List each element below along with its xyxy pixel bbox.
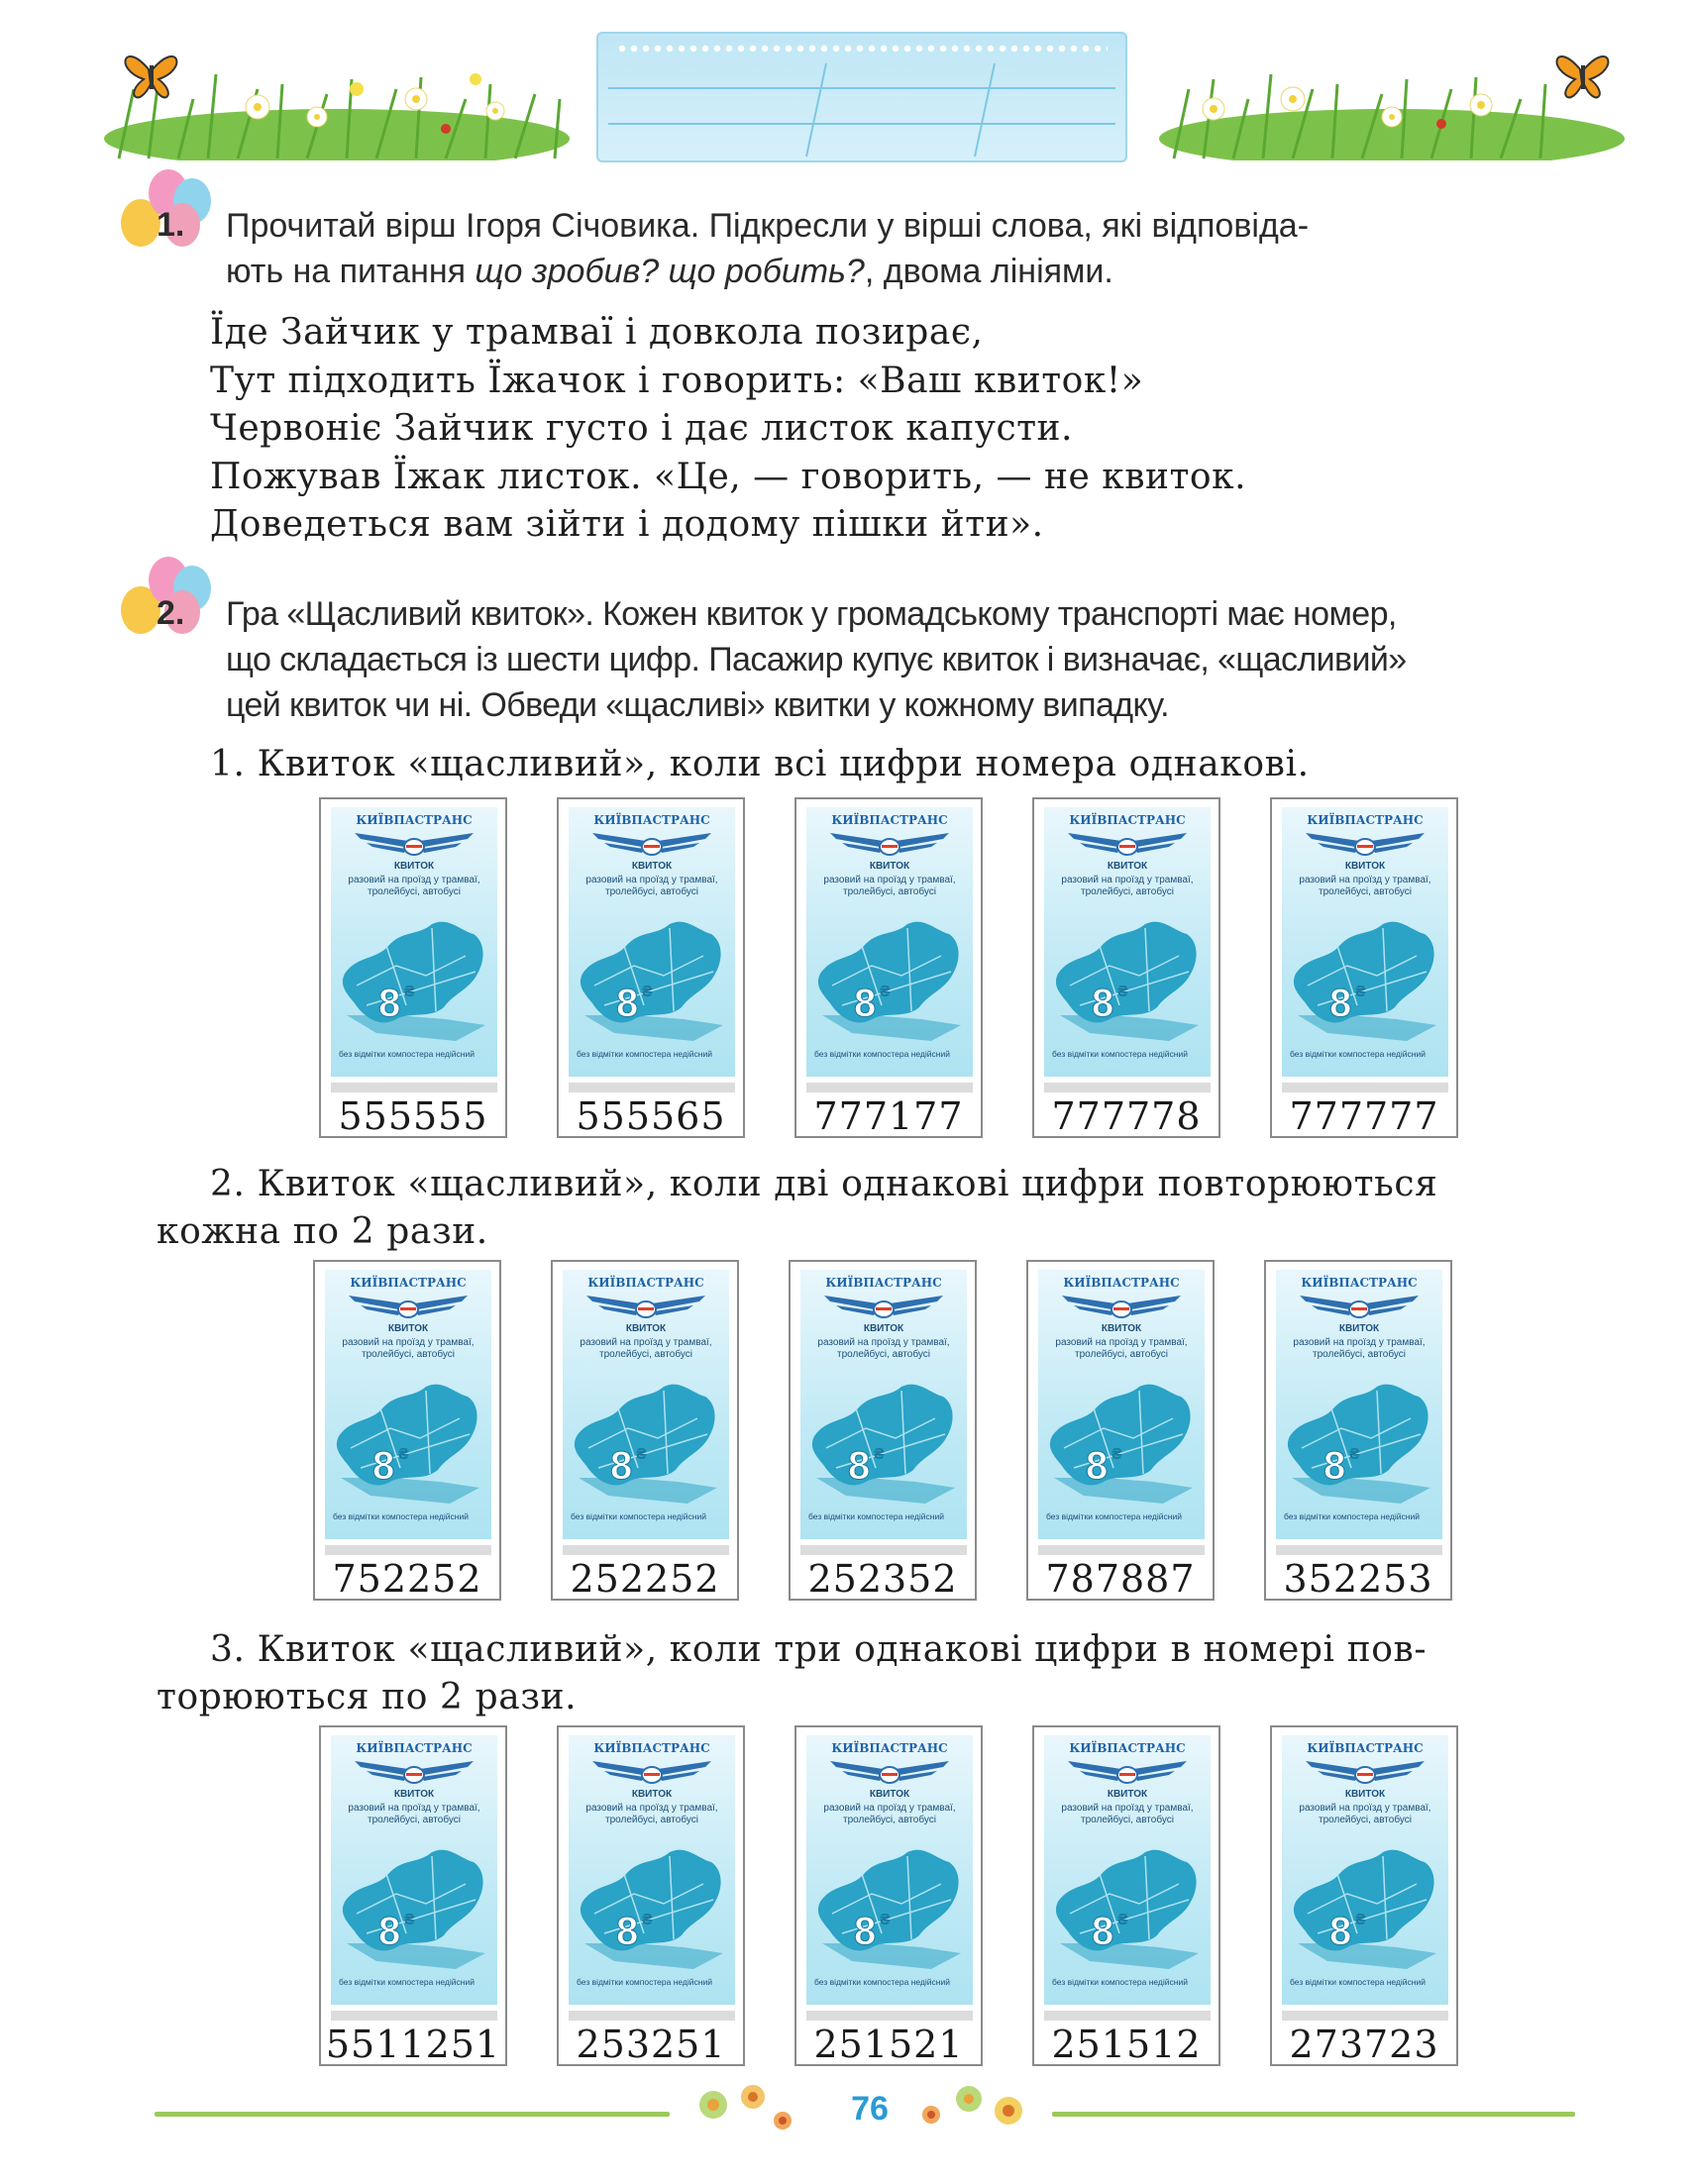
ticket-price: 8: [616, 1910, 639, 1953]
currency-icon: ₴: [398, 1446, 409, 1463]
ticket-face: [563, 1270, 729, 1539]
ticket-brand: КИЇВПАСТРАНС: [1301, 1276, 1418, 1290]
ticket-description: разовий на проїзд у трамваї, тролейбусі, автобусі: [585, 1803, 718, 1825]
ticket[interactable]: [1270, 797, 1458, 1138]
ticket-face: [806, 807, 973, 1077]
ticket-stamp-strip: [1282, 2011, 1448, 2021]
city-map-icon: [1044, 1379, 1199, 1508]
ticket-note: без відмітки компостера недійсний: [577, 1977, 712, 1987]
ticket[interactable]: [319, 797, 507, 1138]
ticket-number: 777777: [1289, 1094, 1439, 1138]
ticket-brand: КИЇВПАСТРАНС: [1069, 813, 1186, 827]
ticket-price: 8: [616, 982, 639, 1025]
ticket-stamp-strip: [1044, 2011, 1211, 2021]
ticket-description: разовий на проїзд у трамваї, тролейбусі, автобусі: [823, 875, 956, 897]
ticket-title: КВИТОК: [1338, 1323, 1380, 1334]
ticket-number: 251521: [813, 2023, 964, 2066]
footer-line-left: [155, 2112, 670, 2117]
ticket-stamp-strip: [800, 1545, 967, 1555]
ticket-number: 252252: [570, 1557, 720, 1601]
currency-icon: ₴: [642, 1912, 653, 1928]
city-map-icon: [1050, 1844, 1205, 1973]
ticket-number: 555565: [576, 1094, 726, 1138]
ticket-price: 8: [1329, 982, 1352, 1025]
ticket-brand: КИЇВПАСТРАНС: [1307, 1741, 1424, 1755]
ticket-description: разовий на проїзд у трамваї, тролейбусі, автобусі: [823, 1803, 956, 1825]
header-grass-right: [1154, 30, 1630, 160]
ticket-title: КВИТОК: [393, 1789, 435, 1800]
currency-icon: ₴: [1355, 984, 1366, 1000]
wings-logo-icon: [828, 1757, 951, 1787]
poem-line: Їде Зайчик у трамваї і довкола позирає,: [210, 312, 984, 353]
task1-instruction: Прочитай вірш Ігоря Січовика. Підкресли у вірші слова, які відповіда- ють на питання що зробив? що робить?, двома лініями.: [226, 207, 1310, 290]
ticket-face: [569, 1735, 735, 2005]
ticket-face: [569, 807, 735, 1077]
ticket-description: разовий на проїзд у трамваї, тролейбусі, автобусі: [348, 1803, 480, 1825]
ticket-brand: КИЇВПАСТРАНС: [356, 813, 473, 827]
ticket[interactable]: [1026, 1260, 1215, 1601]
ticket-number: 777177: [813, 1094, 964, 1138]
task1-number: 1.: [157, 206, 185, 244]
wings-logo-icon: [590, 829, 713, 859]
ticket-face: [1044, 1735, 1211, 2005]
ticket-description: разовий на проїзд у трамваї, тролейбусі, автобусі: [1299, 875, 1431, 897]
wings-logo-icon: [584, 1292, 707, 1321]
wings-logo-icon: [353, 1757, 476, 1787]
ticket[interactable]: [313, 1260, 501, 1601]
ticket-note: без відмітки компостера недійсний: [1284, 1511, 1420, 1521]
ticket-price: 8: [854, 1910, 877, 1953]
ticket-face: [1044, 807, 1211, 1077]
city-map-icon: [1282, 1379, 1436, 1508]
ticket-price: 8: [854, 982, 877, 1025]
poem-line: Червоніє Зайчик густо і дає листок капусти.: [210, 408, 1073, 449]
city-map-icon: [806, 1379, 961, 1508]
city-map-icon: [575, 916, 729, 1045]
ticket-brand: КИЇВПАСТРАНС: [1069, 1741, 1186, 1755]
ticket-stamp-strip: [331, 2011, 497, 2021]
ticket-brand: КИЇВПАСТРАНС: [593, 813, 710, 827]
ticket-stamp-strip: [569, 1083, 735, 1092]
page-number: 76: [851, 2090, 889, 2128]
ticket-brand: КИЇВПАСТРАНС: [825, 1276, 942, 1290]
ticket-note: без відмітки компостера недійсний: [808, 1511, 944, 1521]
ticket-note: без відмітки компостера недійсний: [814, 1049, 950, 1059]
ticket-stamp-strip: [569, 2011, 735, 2021]
wings-logo-icon: [828, 829, 951, 859]
ticket-price: 8: [372, 1444, 395, 1488]
wings-logo-icon: [1304, 829, 1427, 859]
ticket-brand: КИЇВПАСТРАНС: [1307, 813, 1424, 827]
ticket-brand: КИЇВПАСТРАНС: [593, 1741, 710, 1755]
currency-icon: ₴: [1355, 1912, 1366, 1928]
ticket-price: 8: [1323, 1444, 1346, 1488]
ticket-description: разовий на проїзд у трамваї, тролейбусі, автобусі: [1061, 875, 1194, 897]
ticket-number: 352253: [1283, 1557, 1433, 1601]
ticket-price: 8: [1086, 1444, 1109, 1488]
header-notebook: [596, 32, 1127, 162]
butterfly-right: [1556, 56, 1608, 97]
ticket-description: разовий на проїзд у трамваї, тролейбусі, автобусі: [1061, 1803, 1194, 1825]
city-map-icon: [337, 916, 491, 1045]
case3-condition: 3. Квиток «щасливий», коли три однакові цифри в номері пов- торюються по 2 рази.: [157, 1629, 1428, 1717]
poem-line: Пожував Їжак листок. «Це, — говорить, — не квиток.: [210, 456, 1247, 497]
ticket-face: [331, 1735, 497, 2005]
ticket-face: [331, 807, 497, 1077]
ticket-title: КВИТОК: [631, 1789, 673, 1800]
ticket-stamp-strip: [325, 1545, 491, 1555]
ticket-description: разовий на проїзд у трамваї, тролейбусі, автобусі: [342, 1337, 475, 1360]
ticket-title: КВИТОК: [869, 1789, 910, 1800]
flowers-right-icon: [911, 2075, 1040, 2144]
currency-icon: ₴: [880, 984, 891, 1000]
ticket-number: 5511251: [325, 2023, 501, 2066]
ticket-note: без відмітки компостера недійсний: [339, 1049, 475, 1059]
footer-line-right: [1052, 2112, 1575, 2117]
wings-logo-icon: [1066, 1757, 1189, 1787]
ticket-price: 8: [378, 982, 401, 1025]
ticket-face: [325, 1270, 491, 1539]
ticket-brand: КИЇВПАСТРАНС: [831, 1741, 948, 1755]
ticket-number: 273723: [1289, 2023, 1439, 2066]
ticket-number: 252352: [807, 1557, 958, 1601]
currency-icon: ₴: [1117, 984, 1128, 1000]
ticket-price: 8: [610, 1444, 633, 1488]
ticket[interactable]: [1270, 1725, 1458, 2066]
ticket-number: 555555: [338, 1094, 488, 1138]
header-grass-left: [99, 30, 575, 160]
ticket-face: [1282, 807, 1448, 1077]
ticket-description: разовий на проїзд у трамваї, тролейбусі, автобусі: [348, 875, 480, 897]
wings-logo-icon: [1066, 829, 1189, 859]
task2-number: 2.: [157, 594, 185, 632]
ticket-brand: КИЇВПАСТРАНС: [350, 1276, 467, 1290]
city-map-icon: [575, 1844, 729, 1973]
city-map-icon: [1050, 916, 1205, 1045]
ticket-brand: КИЇВПАСТРАНС: [587, 1276, 704, 1290]
ticket-title: КВИТОК: [393, 861, 435, 872]
currency-icon: ₴: [642, 984, 653, 1000]
case1-condition: 1. Квиток «щасливий», коли всі цифри номера однакові.: [210, 744, 1310, 784]
poem: [210, 309, 1246, 550]
ticket-price: 8: [1329, 1910, 1352, 1953]
currency-icon: ₴: [1349, 1446, 1360, 1463]
currency-icon: ₴: [1117, 1912, 1128, 1928]
ticket-description: разовий на проїзд у трамваї, тролейбусі, автобусі: [1055, 1337, 1188, 1360]
ticket-face: [1038, 1270, 1205, 1539]
currency-icon: ₴: [636, 1446, 647, 1463]
ticket-note: без відмітки компостера недійсний: [339, 1977, 475, 1987]
wings-logo-icon: [822, 1292, 945, 1321]
ticket-price: 8: [848, 1444, 871, 1488]
ticket-brand: КИЇВПАСТРАНС: [356, 1741, 473, 1755]
ticket-stamp-strip: [1044, 1083, 1211, 1092]
ticket-price: 8: [378, 1910, 401, 1953]
ticket-stamp-strip: [331, 1083, 497, 1092]
ticket-title: КВИТОК: [1344, 1789, 1386, 1800]
ticket-note: без відмітки компостера недійсний: [1046, 1511, 1182, 1521]
wings-logo-icon: [347, 1292, 470, 1321]
task2-instruction: Гра «Щасливий квиток». Кожен квиток у громадському транспорті має номер, що складається із шести цифр. Пасажир купує квиток і визначає, «щасливий» цей квиток чи ні. Обведи «щасливі» квитки у кожному випадку.: [226, 595, 1407, 724]
ticket-note: без відмітки компостера недійсний: [1052, 1049, 1188, 1059]
ticket-stamp-strip: [1276, 1545, 1442, 1555]
currency-icon: ₴: [874, 1446, 885, 1463]
ticket-note: без відмітки компостера недійсний: [1290, 1049, 1426, 1059]
ticket-description: разовий на проїзд у трамваї, тролейбусі, автобусі: [585, 875, 718, 897]
ticket-stamp-strip: [806, 1083, 973, 1092]
ticket-description: разовий на проїзд у трамваї, тролейбусі, автобусі: [817, 1337, 950, 1360]
city-map-icon: [812, 1844, 967, 1973]
currency-icon: ₴: [880, 1912, 891, 1928]
ticket-stamp-strip: [1282, 1083, 1448, 1092]
ticket[interactable]: [794, 797, 983, 1138]
ticket-face: [1276, 1270, 1442, 1539]
ticket[interactable]: [1264, 1260, 1452, 1601]
ticket-face: [806, 1735, 973, 2005]
ticket-description: разовий на проїзд у трамваї, тролейбусі, автобусі: [1299, 1803, 1431, 1825]
ticket[interactable]: [1032, 1725, 1220, 2066]
ticket-title: КВИТОК: [1344, 861, 1386, 872]
ticket-title: КВИТОК: [625, 1323, 667, 1334]
ticket-description: разовий на проїзд у трамваї, тролейбусі, автобусі: [1293, 1337, 1426, 1360]
ticket-stamp-strip: [1038, 1545, 1205, 1555]
flowers-left-icon: [684, 2075, 812, 2144]
ticket-stamp-strip: [563, 1545, 729, 1555]
city-map-icon: [569, 1379, 723, 1508]
ticket-title: КВИТОК: [863, 1323, 904, 1334]
poem-line: Тут підходить Їжачок і говорить: «Ваш квиток!»: [210, 360, 1144, 401]
ticket[interactable]: [1032, 797, 1220, 1138]
ticket-note: без відмітки компостера недійсний: [1052, 1977, 1188, 1987]
wings-logo-icon: [1304, 1757, 1427, 1787]
ticket-title: КВИТОК: [1107, 861, 1148, 872]
currency-icon: ₴: [404, 1912, 415, 1928]
ticket[interactable]: [557, 1725, 745, 2066]
ticket-title: КВИТОК: [631, 861, 673, 872]
ticket-number: 777778: [1051, 1094, 1202, 1138]
ticket[interactable]: [794, 1725, 983, 2066]
city-map-icon: [1288, 916, 1442, 1045]
ticket-number: 752252: [332, 1557, 482, 1601]
city-map-icon: [812, 916, 967, 1045]
ticket-note: без відмітки компостера недійсний: [577, 1049, 712, 1059]
ticket-number: 251512: [1051, 2023, 1202, 2066]
ticket-title: КВИТОК: [1101, 1323, 1142, 1334]
wings-logo-icon: [1060, 1292, 1183, 1321]
ticket-note: без відмітки компостера недійсний: [571, 1511, 706, 1521]
ticket-face: [800, 1270, 967, 1539]
ticket-stamp-strip: [806, 2011, 973, 2021]
ticket-brand: КИЇВПАСТРАНС: [831, 813, 948, 827]
ticket-note: без відмітки компостера недійсний: [333, 1511, 469, 1521]
wings-logo-icon: [353, 829, 476, 859]
poem-line: Доведеться вам зійти і додому пішки йти».: [210, 504, 1044, 545]
ticket-note: без відмітки компостера недійсний: [814, 1977, 950, 1987]
ticket[interactable]: [789, 1260, 977, 1601]
ticket-title: КВИТОК: [387, 1323, 429, 1334]
ticket-price: 8: [1092, 1910, 1114, 1953]
ticket-note: без відмітки компостера недійсний: [1290, 1977, 1426, 1987]
city-map-icon: [1288, 1844, 1442, 1973]
ticket-price: 8: [1092, 982, 1114, 1025]
ticket[interactable]: [557, 797, 745, 1138]
wings-logo-icon: [590, 1757, 713, 1787]
currency-icon: ₴: [1111, 1446, 1122, 1463]
ticket-title: КВИТОК: [869, 861, 910, 872]
ticket-brand: КИЇВПАСТРАНС: [1063, 1276, 1180, 1290]
ticket[interactable]: [551, 1260, 739, 1601]
ticket-face: [1282, 1735, 1448, 2005]
city-map-icon: [331, 1379, 485, 1508]
ticket-description: разовий на проїзд у трамваї, тролейбусі, автобусі: [580, 1337, 712, 1360]
ticket[interactable]: [319, 1725, 507, 2066]
ticket-title: КВИТОК: [1107, 1789, 1148, 1800]
city-map-icon: [337, 1844, 491, 1973]
ticket-number: 253251: [576, 2023, 726, 2066]
case2-condition: 2. Квиток «щасливий», коли дві однакові цифри повторюються кожна по 2 рази.: [157, 1164, 1438, 1252]
ticket-number: 787887: [1045, 1557, 1196, 1601]
wings-logo-icon: [1298, 1292, 1421, 1321]
currency-icon: ₴: [404, 984, 415, 1000]
